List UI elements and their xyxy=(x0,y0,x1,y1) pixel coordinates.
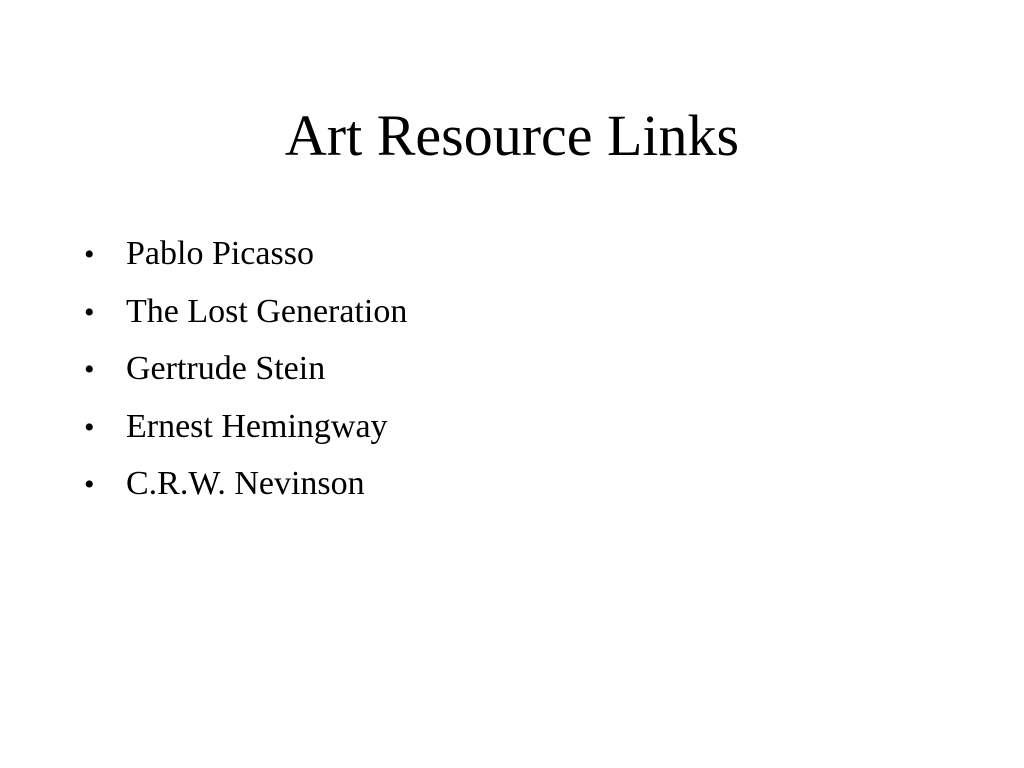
list-item[interactable] xyxy=(84,286,407,344)
bullet-icon: • xyxy=(84,238,95,271)
slide-title: Art Resource Links xyxy=(284,103,740,168)
link-ernest-hemingway[interactable]: Ernest Hemingway xyxy=(126,407,388,445)
link-crw-nevinson[interactable]: C.R.W. Nevinson xyxy=(126,465,365,502)
link-pablo-picasso[interactable]: Pablo Picasso xyxy=(126,235,314,272)
bullet-icon: • xyxy=(84,410,95,444)
bullet-list xyxy=(84,228,407,516)
list-item[interactable] xyxy=(84,458,407,516)
link-gertrude-stein[interactable]: Gertrude Stein xyxy=(126,350,326,387)
bullet-icon: • xyxy=(84,353,95,386)
list-item[interactable] xyxy=(84,228,407,286)
list-item[interactable] xyxy=(84,343,407,401)
list-item[interactable] xyxy=(84,401,407,459)
bullet-icon: • xyxy=(84,468,95,501)
link-the-lost-generation[interactable]: The Lost Generation xyxy=(126,292,408,330)
bullet-icon: • xyxy=(84,295,95,329)
